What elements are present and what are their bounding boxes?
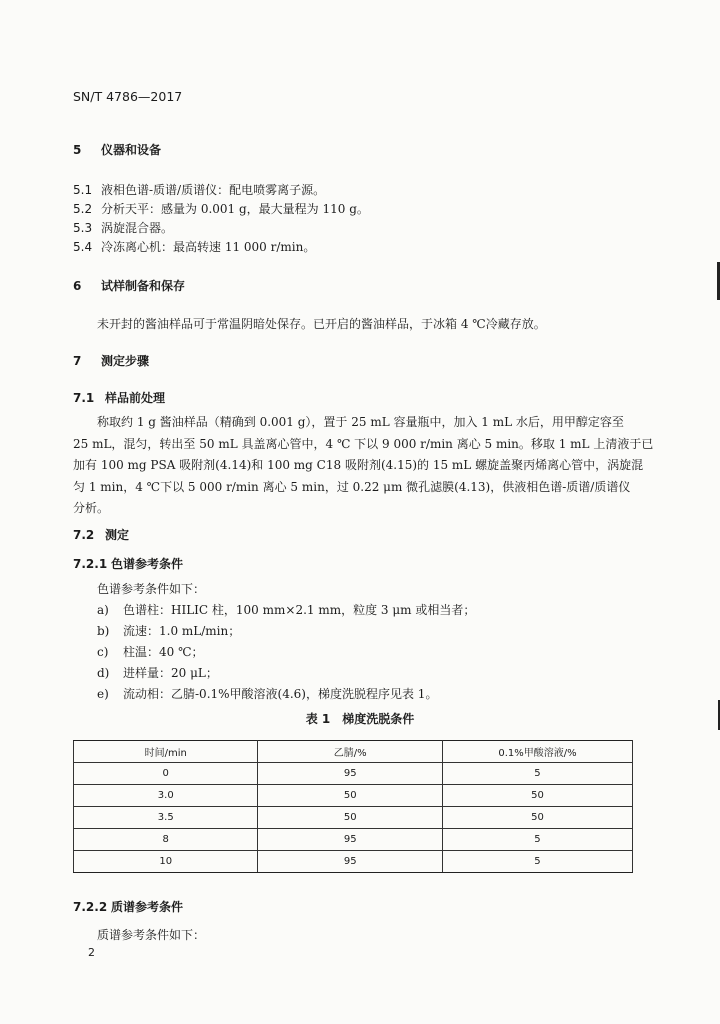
table-cell: 50 [258, 807, 442, 829]
section-7-1-title: 样品前处理 [105, 391, 166, 405]
sample-prep-line: 25 mL，混匀，转出至 50 mL 具盖离心管中，4 ℃ 下以 9 000 r/min 离心 5 min。移取 1 mL 上清液于已 [73, 436, 654, 451]
condition-item-d [97, 664, 218, 681]
table-row [74, 785, 633, 807]
section-7-2-1-title: 色谱参考条件 [111, 557, 184, 571]
section-7-2-2-title: 质谱参考条件 [111, 900, 184, 914]
table-row [74, 829, 633, 851]
clause-5-2-text: 分析天平：感量为 0.001 g，最大量程为 110 g。 [101, 202, 369, 216]
table-cell: 3.0 [74, 785, 258, 807]
clause-5-3-number: 5.3 [73, 221, 93, 235]
condition-item-text: 流动相：乙腈-0.1%甲酸溶液(4.6)，梯度洗脱程序见表 1。 [123, 687, 438, 701]
table-header-cell: 乙腈/% [258, 741, 442, 763]
table-cell: 5 [442, 829, 632, 851]
table-cell: 0 [74, 763, 258, 785]
section-6-heading [73, 277, 185, 294]
table-cell: 5 [442, 763, 632, 785]
standard-code: SN/T 4786—2017 [73, 89, 183, 104]
section-7-2-2-number: 7.2.2 [73, 900, 108, 914]
section-7-heading [73, 352, 149, 369]
sample-prep-line: 称取约 1 g 酱油样品（精确到 0.001 g），置于 25 mL 容量瓶中，加入 1 mL 水后，用甲醇定容至 [97, 415, 624, 429]
table-cell: 50 [442, 807, 632, 829]
section-7-2-2-heading [73, 898, 183, 915]
section-5-title: 仪器和设备 [101, 143, 162, 157]
page-number: 2 [88, 946, 95, 959]
condition-item-label: a) [97, 603, 109, 617]
sample-prep-paragraph [73, 412, 654, 520]
table-cell: 95 [258, 829, 442, 851]
clause-5-1-number: 5.1 [73, 183, 93, 197]
chromatography-intro: 色谱参考条件如下： [97, 582, 206, 596]
section-7-2-heading [73, 526, 129, 543]
condition-item-c [97, 643, 204, 660]
gradient-table [73, 740, 633, 873]
clause-5-4-number: 5.4 [73, 240, 93, 254]
table-cell: 95 [258, 763, 442, 785]
condition-item-text: 进样量：20 μL； [123, 666, 218, 680]
table-header-cell: 0.1%甲酸溶液/% [442, 741, 632, 763]
table-cell: 8 [74, 829, 258, 851]
condition-item-b [97, 622, 240, 639]
table-row [74, 807, 633, 829]
table-cell: 3.5 [74, 807, 258, 829]
clause-5-3 [73, 217, 173, 236]
section-7-title: 测定步骤 [101, 354, 150, 368]
condition-item-e [97, 685, 437, 702]
section-7-1-heading [73, 389, 165, 406]
sample-prep-line: 分析。 [73, 501, 110, 515]
table-row [74, 851, 633, 873]
section-7-2-number: 7.2 [73, 528, 95, 542]
sample-prep-line: 匀 1 min，4 ℃下以 5 000 r/min 离心 5 min，过 0.22 μm 微孔滤膜(4.13)，供液相色谱-质谱/质谱仪 [73, 479, 631, 494]
section-7-number: 7 [73, 354, 82, 368]
sample-prep-line: 加有 100 mg PSA 吸附剂(4.14)和 100 mg C18 吸附剂(4.15)的 15 mL 螺旋盖聚丙烯离心管中，涡旋混 [73, 458, 644, 472]
mass-spec-intro: 质谱参考条件如下： [97, 928, 206, 942]
section-6-title: 试样制备和保存 [101, 279, 186, 293]
clause-5-1 [73, 179, 325, 198]
clause-5-1-text: 液相色谱-质谱/质谱仪：配电喷雾离子源。 [101, 183, 326, 197]
clause-5-2 [73, 198, 369, 217]
table-cell: 50 [258, 785, 442, 807]
section-7-2-1-number: 7.2.1 [73, 557, 108, 571]
table-cell: 50 [442, 785, 632, 807]
table-cell: 10 [74, 851, 258, 873]
condition-item-text: 流速：1.0 mL/min； [123, 624, 241, 638]
table-cell: 95 [258, 851, 442, 873]
section-7-1-number: 7.1 [73, 391, 95, 405]
condition-item-label: e) [97, 687, 109, 701]
section-5-heading [73, 141, 161, 158]
condition-item-text: 色谱柱：HILIC 柱，100 mm×2.1 mm，粒度 3 μm 或相当者； [123, 603, 476, 617]
clause-5-3-text: 涡旋混合器。 [101, 221, 174, 235]
table-1-caption: 表 1 梯度洗脱条件 [305, 712, 415, 726]
condition-item-label: c) [97, 645, 109, 659]
condition-item-a [97, 601, 475, 618]
table-header-cell: 时间/min [74, 741, 258, 763]
condition-item-text: 柱温：40 ℃； [123, 645, 204, 659]
clause-5-4-text: 冷冻离心机：最高转速 11 000 r/min。 [101, 240, 316, 254]
section-6-number: 6 [73, 279, 82, 293]
table-cell: 5 [442, 851, 632, 873]
clause-5-2-number: 5.2 [73, 202, 93, 216]
section-7-2-title: 测定 [105, 528, 130, 542]
condition-item-label: d) [97, 666, 110, 680]
section-7-2-1-heading [73, 555, 183, 572]
clause-5-4 [73, 236, 315, 255]
table-row [74, 763, 633, 785]
table-header-row [74, 741, 633, 763]
section-6-paragraph: 未开封的酱油样品可于常温阴暗处保存。已开启的酱油样品，于冰箱 4 ℃冷藏存放。 [97, 317, 546, 331]
section-5-number: 5 [73, 143, 82, 157]
condition-item-label: b) [97, 624, 110, 638]
